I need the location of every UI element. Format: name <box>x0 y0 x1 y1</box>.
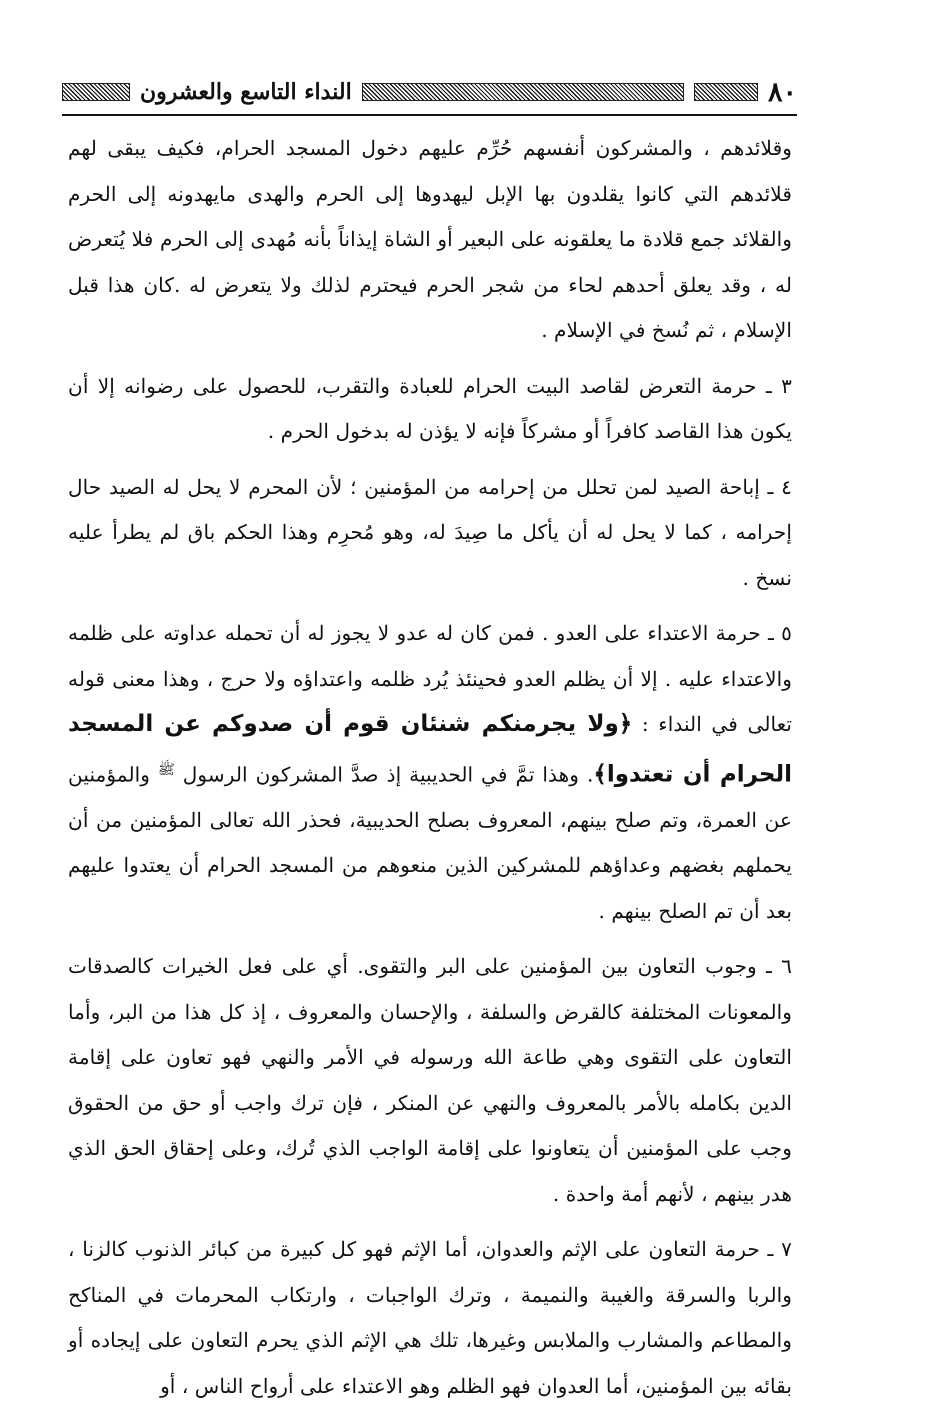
running-header <box>62 72 797 112</box>
header-ornament-middle <box>362 83 684 101</box>
paragraph-point-7: ٧ ـ حرمة التعاون على الإثم والعدوان، أما الإثم فهو كل كبيرة من كبائر الذنوب كالزنا ، والربا والسرقة والغيبة والنميمة ، وترك الواجبات ، وارتكاب المحرمات في المناكح والمطاعم والمشارب والملابس وغيرها، تلك هي الإثم الذي يحرم التعاون على إيجاده أو بقائه بين المؤمنين، أما العدوان فهو الظلم وهو الاعتداء على أرواح الناس ، أو <box>68 1237 792 1398</box>
chapter-title: النداء التاسع والعشرون <box>140 79 352 105</box>
point-5-rest: والمؤمنين عن العمرة، وتم صلح بينهم، المعروف بصلح الحديبية، فحذر الله تعالى المؤمنين من أن يحملهم بغضهم وعداؤهم للمشركين الذين منعوهم من المسجد الحرام أن يعتدوا عليهم بعد أن تم الصلح بينهم . <box>68 762 792 923</box>
page-body <box>68 126 792 1409</box>
header-ornament-right <box>694 83 758 101</box>
honorific-glyph: ﷺ <box>157 761 175 778</box>
page-number: ٨٠ <box>767 76 797 108</box>
point-5-middle: . وهذا تمَّ في الحديبية إذ صدَّ المشركون الرسول <box>174 762 594 787</box>
header-rule <box>62 114 797 116</box>
quran-verse: ﴿ولا يجرمنكم شنئان قوم أن صدوكم عن المسجد الحرام أن تعتدوا﴾ <box>68 711 793 788</box>
paragraph-point-4: ٤ ـ إباحة الصيد لمن تحلل من إحرامه من المؤمنين ؛ لأن المحرم لا يحل له الصيد حال إحرامه ، كما لا يحل له أن يأكل ما صِيدَ له، وهو مُحرِم وهذا الحكم باق لم يطرأ عليه نسخ . <box>68 474 792 590</box>
header-ornament-left <box>62 83 130 101</box>
paragraph-point-5 <box>68 611 792 934</box>
paragraph-point-3: ٣ ـ حرمة التعرض لقاصد البيت الحرام للعبادة والتقرب، للحصول على رضوانه إلا أن يكون هذا القاصد كافراً أو مشركاً فإنه لا يؤذن له بدخول الحرم . <box>68 373 792 443</box>
point-5-intro: ٥ ـ حرمة الاعتداء على العدو . فمن كان له عدو لا يجوز له أن تحمله عداوته على ظلمه والاعتداء عليه . إلا أن يظلم العدو فحينئذ يُرد ظلمه واعتداؤه ولا حرج ، وهذا معنى قوله تعالى في النداء : <box>68 621 792 736</box>
paragraph-point-6: ٦ ـ وجوب التعاون بين المؤمنين على البر والتقوى. أي على فعل الخيرات كالصدقات والمعونات المختلفة كالقرض والسلفة ، والإحسان والمعروف ، إذ كل هذا من البر، وأما التعاون على التقوى وهي طاعة الله ورسوله في الأمر والنهي فهو تعاون على إقامة الدين بكامله بالأمر بالمعروف والنهي عن المنكر ، فإن ترك واجب أو حق من الحقوق وجب على المؤمنين أن يتعاونوا على إقامة الواجب الذي تُرك، وعلى إحقاق الحق الذي هدر بينهم ، لأنهم أمة واحدة . <box>68 954 792 1206</box>
paragraph-continuation: وقلائدهم ، والمشركون أنفسهم حُرِّم عليهم دخول المسجد الحرام، فكيف يبقى لهم قلائدهم التي كانوا يقلدون بها الإبل ليهدوها إلى الحرم والهدى مايهدونه إلى الحرم والقلائد جمع قلادة ما يعلقونه على البعير أو الشاة إيذاناً بأنه مُهدى إلى الحرم فلا يُتعرض له ، وقد يعلق أحدهم لحاء من شجر الحرم فيحترم لذلك ولا يتعرض له .كان هذا قبل الإسلام ، ثم نُسخ في الإسلام . <box>68 136 792 342</box>
